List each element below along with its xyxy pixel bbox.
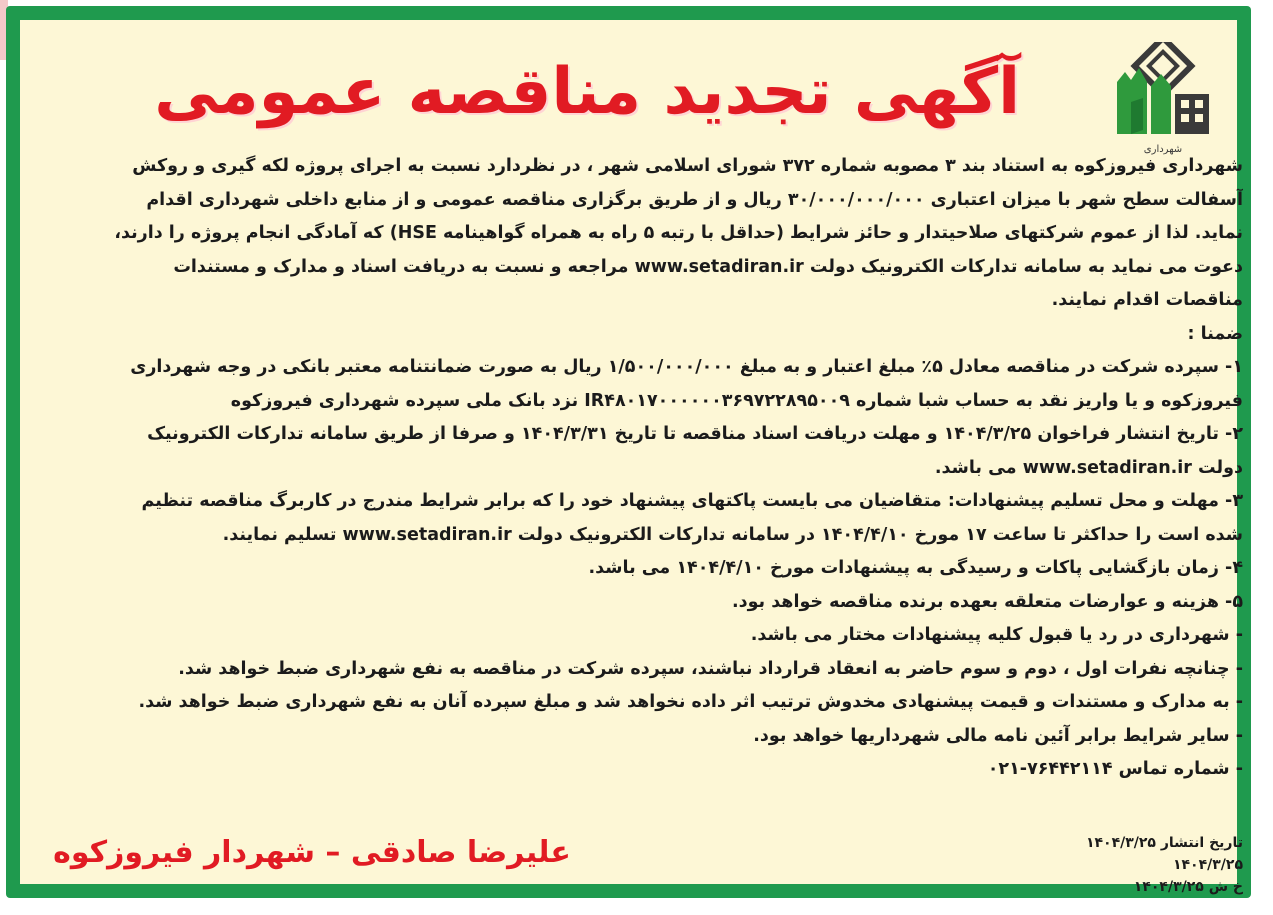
zemnan-heading: ضمنا : [1187, 323, 1243, 344]
intro-paragraph [93, 150, 1243, 318]
item3-line: شده است را حداکثر تا ساعت ۱۷ مورخ ۱۴۰۴/۴/۱۰ در سامانه تدارکات الکترونیک دولت www.setadiran.ir تسلیم نمایند. [222, 524, 1243, 545]
intro-line: دعوت می نماید به سامانه تدارکات الکترونیک دولت www.setadiran.ir مراجعه و نسبت به دریافت اسناد و مدارک و مستندات [173, 256, 1243, 277]
mayor-signature: علیرضا صادقی – شهردار فیروزکوه [53, 835, 571, 870]
item2-line: دولت www.setadiran.ir می باشد. [934, 457, 1243, 478]
municipality-logo-icon [1113, 42, 1213, 158]
publication-info [943, 832, 1243, 898]
intro-line: شهرداری فیروزکوه به استناد بند ۳ مصوبه شماره ۳۷۲ شورای اسلامی شهر ، در نظردارد نسبت به اجرای پروژه لکه گیری و روکش [132, 156, 1243, 176]
notice-title: آگهی تجدید مناقصه عمومی [154, 55, 1020, 129]
item1-line: ۱- سپرده شرکت در مناقصه معادل ۵٪ مبلغ اعتبار و به مبلغ ۱/۵۰۰/۰۰۰/۰۰۰ ریال به صورت ضمانتنامه معتبر بانکی در وجه شهرداری [130, 357, 1243, 377]
item4-line: ۴- زمان بازگشایی پاکات و رسیدگی به پیشنهادات مورخ ۱۴۰۴/۴/۱۰ می باشد. [588, 558, 1243, 578]
logo-caption: شهرداری [1143, 144, 1183, 155]
bullet-line: - سایر شرایط برابر آئین نامه مالی شهرداریها خواهد بود. [753, 725, 1243, 746]
bullet-line: - به مدارک و مستندات و قیمت پیشنهادی مخدوش ترتیب اثر داده نخواهد شد و مبلغ سپرده آنان به نفع شهرداری ضبط خواهد شد. [138, 692, 1243, 712]
item2-line: ۲- تاریخ انتشار فراخوان ۱۴۰۴/۳/۲۵ و مهلت دریافت اسناد مناقصه تا تاریخ ۱۴۰۴/۳/۳۱ و صرفا از طریق سامانه تدارکات الکترونیک [147, 424, 1243, 444]
item5-line: ۵- هزینه و عوارضات متعلقه بعهده برنده مناقصه خواهد بود. [731, 591, 1243, 612]
intro-line: آسفالت سطح شهر با میزان اعتباری ۳۰/۰۰۰/۰۰۰/۰۰۰ ریال و از طریق برگزاری مناقصه عمومی و از منابع داخلی شهرداری اقدام [146, 189, 1243, 210]
publish-date-2: ۱۴۰۴/۳/۲۵ [1172, 857, 1243, 873]
reference-number: خ ش ۱۴۰۴/۳/۲۵ [1133, 879, 1243, 895]
contact-line: - شماره تماس ۷۶۴۴۲۱۱۴-۰۲۱ [987, 759, 1243, 779]
intro-line: نماید. لذا از عموم شرکتهای صلاحیتدار و حائز شرایط (حداقل با رتبه ۵ راه به همراه گواهینامه HSE) که آمادگی انجام پروژه را دارند، [114, 223, 1243, 243]
publish-date-label: تاریخ انتشار ۱۴۰۴/۳/۲۵ [1085, 835, 1243, 851]
municipality-logo [1113, 42, 1213, 158]
notice-body [93, 150, 1243, 787]
bullet-line: - شهرداری در رد یا قبول کلیه پیشنهادات مختار می باشد. [750, 625, 1243, 645]
item1-line: فیروزکوه و یا واریز نقد به حساب شبا شماره IR۴۸۰۱۷۰۰۰۰۰۰۳۶۹۷۲۲۸۹۵۰۰۹ نزد بانک ملی سپرده شهرداری فیروزکوه [230, 390, 1243, 411]
intro-line: مناقصات اقدام نمایند. [1051, 290, 1243, 310]
item3-line: ۳- مهلت و محل تسلیم پیشنهادات: متقاضیان می بایست پاکتهای پیشنهاد خود را که برابر شرایط مندرج در کاربرگ مناقصه تنظیم [141, 491, 1243, 511]
bottom-margin [0, 906, 1273, 915]
bullet-line: - چنانچه نفرات اول ، دوم و سوم حاضر به انعقاد قرارداد نباشند، سپرده شرکت در مناقصه به نفع شهرداری ضبط خواهد شد. [178, 658, 1243, 679]
